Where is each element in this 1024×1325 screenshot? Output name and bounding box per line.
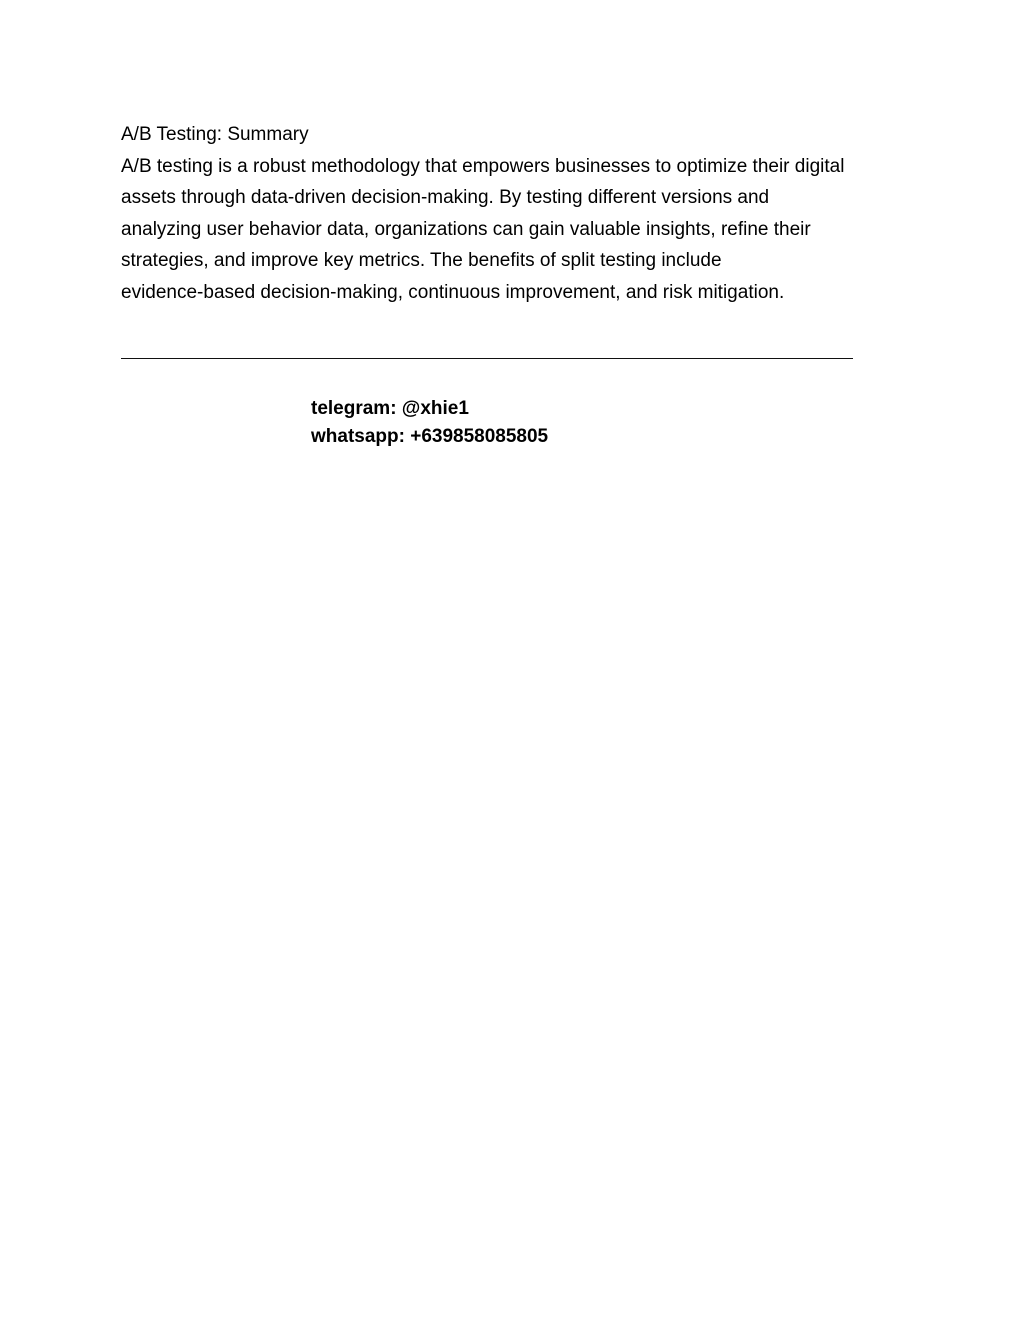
paragraph-line: strategies, and improve key metrics. The benefits of split testing include (121, 250, 722, 271)
summary-section (121, 119, 911, 308)
telegram-contact: telegram: @xhie1 (311, 398, 469, 419)
whatsapp-contact: whatsapp: +639858085805 (311, 426, 549, 447)
paragraph-line: assets through data-driven decision-making. By testing different versions and (121, 187, 770, 208)
paragraph-line: A/B testing is a robust methodology that empowers businesses to optimize their digital (121, 155, 845, 177)
section-heading: A/B Testing: Summary (121, 124, 309, 145)
paragraph-line: analyzing user behavior data, organizations can gain valuable insights, refine their (121, 218, 811, 240)
paragraph-line: evidence-based decision-making, continuous improvement, and risk mitigation. (121, 281, 785, 303)
horizontal-divider (121, 358, 853, 359)
contact-block (311, 395, 548, 451)
